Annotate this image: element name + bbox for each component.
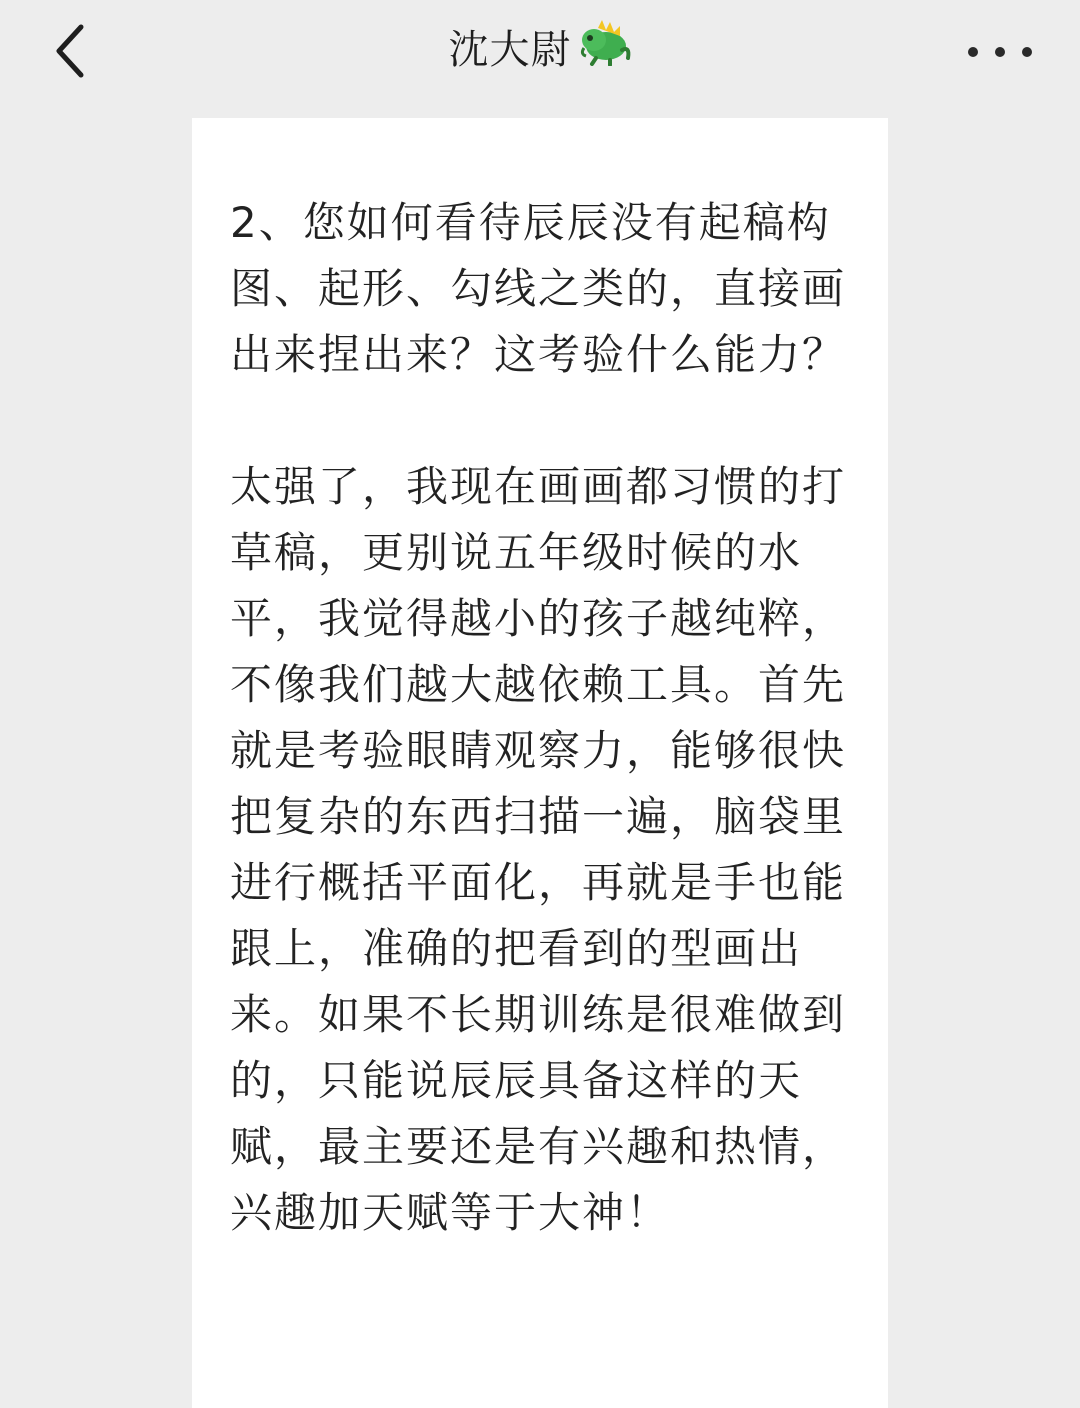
more-dot — [968, 47, 978, 57]
article-answer-paragraph: 太强了，我现在画画都习惯的打草稿，更别说五年级时候的水平，我觉得越小的孩子越纯粹，不像我们越大越依赖工具。首先就是考验眼睛观察力，能够很快把复杂的东西扫描一遍，脑袋里进行概括平面化，再就是手也能跟上，准确的把看到的型画出来。如果不长期训练是很难做到的，只能说辰辰具备这样的天赋，最主要还是有兴趣和热情，兴趣加天赋等于大神！ — [230, 462, 847, 1237]
more-dot — [995, 47, 1005, 57]
dragon-emoji-icon — [576, 18, 632, 81]
article-question-paragraph: 2、您如何看待辰辰没有起稿构图、起形、勾线之类的，直接画出来捏出来？这考验什么能力？ — [230, 198, 847, 379]
article-card — [192, 118, 888, 1408]
page-title-text: 沈大尉 — [448, 27, 572, 73]
top-nav-bar — [0, 0, 1080, 105]
more-options-button[interactable] — [968, 34, 1032, 70]
more-dot — [1022, 47, 1032, 57]
page-title — [0, 22, 1080, 81]
